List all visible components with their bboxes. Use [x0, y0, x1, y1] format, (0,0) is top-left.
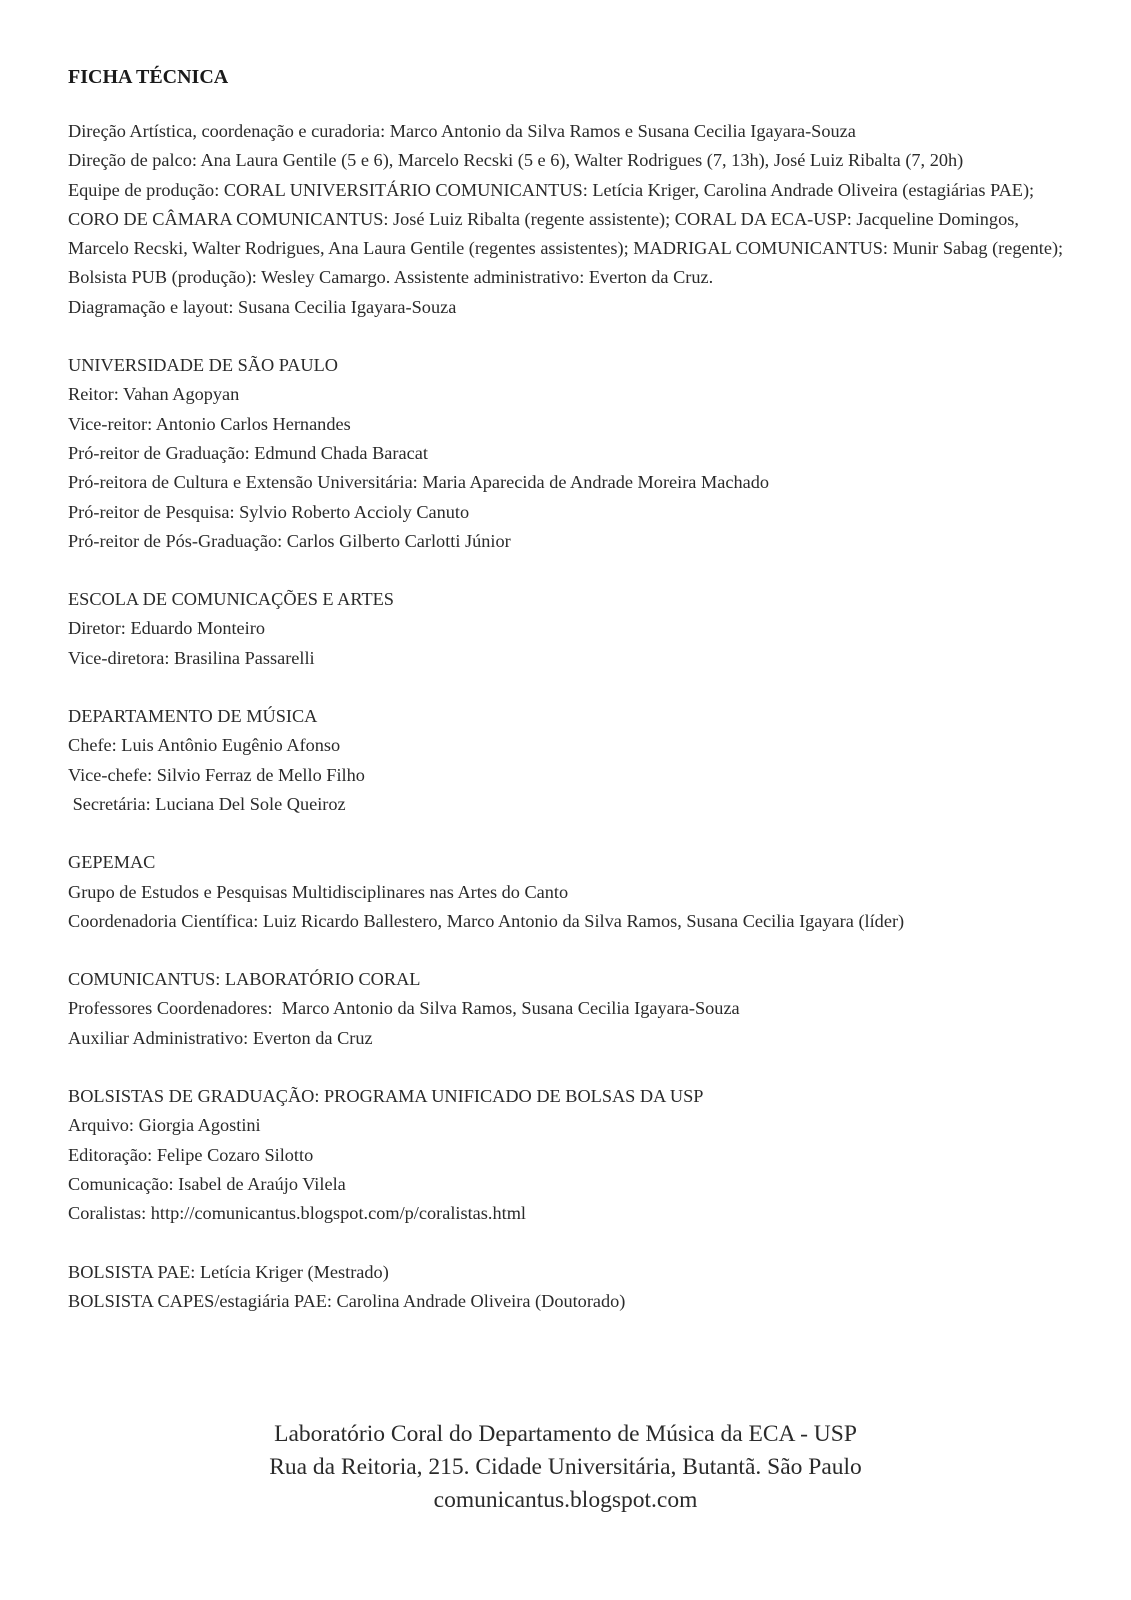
page-title: FICHA TÉCNICA [68, 66, 229, 88]
section-line: BOLSISTA PAE: Letícia Kriger (Mestrado) [68, 1261, 389, 1282]
section-line: Grupo de Estudos e Pesquisas Multidisciplinares nas Artes do Canto [68, 881, 569, 902]
section-line: Vice-reitor: Antonio Carlos Hernandes [68, 413, 351, 434]
section-heading: ESCOLA DE COMUNICAÇÕES E ARTES [68, 589, 394, 610]
footer-website: comunicantus.blogspot.com [433, 1487, 698, 1513]
section-heading: BOLSISTAS DE GRADUAÇÃO: PROGRAMA UNIFICADO DE BOLSAS DA USP [68, 1086, 704, 1107]
section-line: Vice-chefe: Silvio Ferraz de Mello Filho [68, 764, 365, 785]
credit-stage-direction: Direção de palco: Ana Laura Gentile (5 e 6), Marcelo Recski (5 e 6), Walter Rodrigues (7, 13h), José Luiz Ribalta (7, 20h) [68, 150, 964, 171]
section-line: Pró-reitor de Graduação: Edmund Chada Baracat [68, 442, 428, 463]
section-gepemac [68, 848, 1068, 936]
section-line: Professores Coordenadores: Marco Antonio da Silva Ramos, Susana Cecilia Igayara-Souza [68, 998, 740, 1019]
section-line: Arquivo: Giorgia Agostini [68, 1115, 261, 1136]
credits-section [68, 117, 1068, 322]
section-line: BOLSISTA CAPES/estagiária PAE: Carolina Andrade Oliveira (Doutorado) [68, 1290, 626, 1311]
section-comunicantus [68, 965, 1068, 1053]
section-music-department [68, 702, 1068, 819]
section-line: Pró-reitor de Pós-Graduação: Carlos Gilberto Carlotti Júnior [68, 530, 511, 551]
document-body [68, 62, 1068, 1345]
footer-line: Rua da Reitoria, 215. Cidade Universitária, Butantã. São Paulo [269, 1454, 862, 1480]
footer-line: Laboratório Coral do Departamento de Música da ECA - USP [274, 1421, 857, 1447]
credit-production-team: Equipe de produção: CORAL UNIVERSITÁRIO COMUNICANTUS: Letícia Kriger, Carolina Andrade Oliveira (estagiárias PAE); CORO DE CÂMARA COMUNICANTUS: José Luiz Ribalta (regente assistente); CORAL DA ECA-USP: Jacqueline Domingos, Marcelo Recski, Walter Rodrigues, Ana Laura Gentile (regentes assistentes); MADRIGAL COMUNICANTUS: Munir Sabag (regente); Bolsista PUB (produção): Wesley Camargo. Assistente administrativo: Everton da Cruz. [68, 179, 1064, 288]
section-line: Pró-reitora de Cultura e Extensão Universitária: Maria Aparecida de Andrade Moreira Machado [68, 472, 770, 493]
credit-layout: Diagramação e layout: Susana Cecilia Igayara-Souza [68, 296, 457, 317]
section-pae [68, 1258, 1068, 1317]
section-line: Comunicação: Isabel de Araújo Vilela [68, 1173, 346, 1194]
section-line: Secretária: Luciana Del Sole Queiroz [68, 793, 346, 814]
section-line: Pró-reitor de Pesquisa: Sylvio Roberto Accioly Canuto [68, 501, 470, 522]
section-usp [68, 351, 1068, 556]
section-line: Reitor: Vahan Agopyan [68, 384, 240, 405]
credit-direction: Direção Artística, coordenação e curadoria: Marco Antonio da Silva Ramos e Susana Cecilia Igayara-Souza [68, 121, 856, 141]
section-line: Coralistas: http://comunicantus.blogspot.com/p/coralistas.html [68, 1203, 526, 1224]
section-scholarships [68, 1082, 1068, 1228]
section-line: Coordenadoria Científica: Luiz Ricardo Ballestero, Marco Antonio da Silva Ramos, Susana Cecilia Igayara (líder) [68, 910, 905, 931]
section-heading: GEPEMAC [68, 852, 156, 873]
section-line: Vice-diretora: Brasilina Passarelli [68, 647, 315, 668]
section-line: Editoração: Felipe Cozaro Silotto [68, 1144, 314, 1165]
section-eca [68, 585, 1068, 673]
section-line: Diretor: Eduardo Monteiro [68, 618, 265, 639]
section-heading: COMUNICANTUS: LABORATÓRIO CORAL [68, 969, 421, 990]
footer-address [0, 1418, 1131, 1517]
section-line: Auxiliar Administrativo: Everton da Cruz [68, 1027, 373, 1048]
section-heading: UNIVERSIDADE DE SÃO PAULO [68, 355, 338, 376]
section-heading: DEPARTAMENTO DE MÚSICA [68, 706, 318, 727]
section-line: Chefe: Luis Antônio Eugênio Afonso [68, 735, 341, 756]
